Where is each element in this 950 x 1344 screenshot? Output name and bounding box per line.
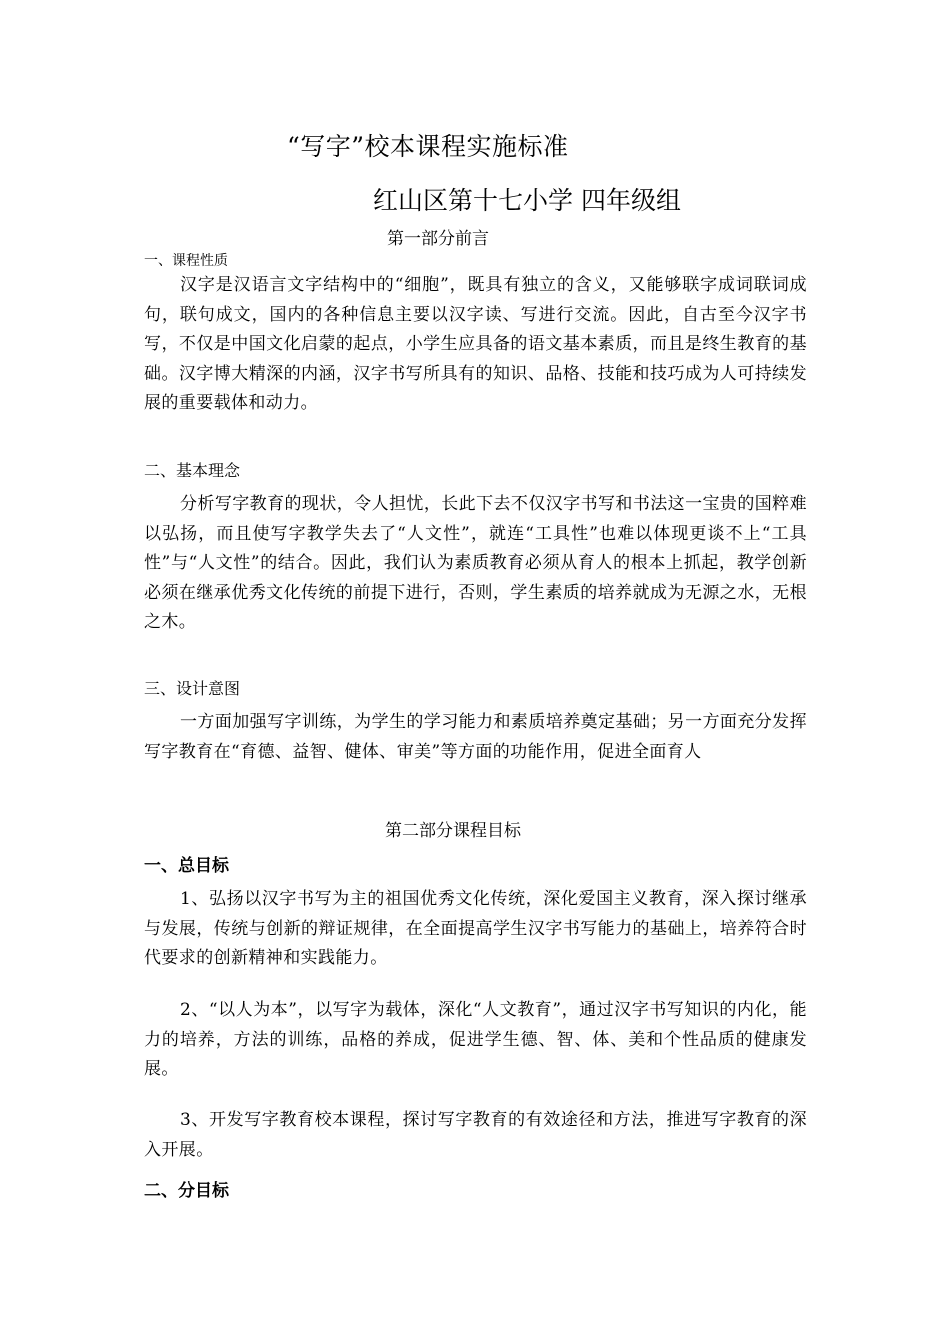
paragraph-goal-2: 2、“以人为本”，以写字为载体，深化“人文教育”，通过汉字书写知识的内化，能力的培养，方法的训练，品格的养成，促进学生德、智、体、美和个性品质的健康发展。 (144, 1000, 807, 1079)
paragraph-course-nature: 汉字是汉语言文字结构中的“细胞”，既具有独立的含义，又能够联字成词联词成句，联句成文，国内的各种信息主要以汉字读、写进行交流。因此，自古至今汉字书写，不仅是中国文化启蒙的起点，小学生应具备的语文基本素质，而且是终生教育的基础。汉字博大精深的内涵，汉字书写所具有的知识、品格、技能和技巧成为人可持续发展的重要载体和动力。 (144, 275, 807, 413)
paragraph-basic-concept: 分析写字教育的现状，令人担忧，长此下去不仅汉字书写和书法这一宝贵的国粹难以弘扬，而且使写字教学失去了“人文性”，就连“工具性”也难以体现更谈不上“工具性”与“人文性”的结合。因此，我们认为素质教育必须从育人的根本上抓起，教学创新必须在继承优秀文化传统的前提下进行，否则，学生素质的培养就成为无源之水，无根之木。 (144, 494, 807, 632)
section-heading-overall-goal: 一、总目标 (144, 856, 229, 876)
paragraph-design-intent: 一方面加强写字训练，为学生的学习能力和素质培养奠定基础；另一方面充分发挥写字教育在“育德、益智、健体、审美”等方面的功能作用，促进全面育人 (144, 712, 807, 762)
document-title: “写字”校本课程实施标准 (287, 132, 569, 161)
section-heading-sub-goals: 二、分目标 (144, 1181, 229, 1201)
section-heading-basic-concept: 二、基本理念 (144, 461, 241, 480)
part1-heading: 第一部分前言 (387, 229, 489, 249)
organization-line: 红山区第十七小学 四年级组 (373, 186, 681, 215)
paragraph-goal-1: 1、弘扬以汉字书写为主的祖国优秀文化传统，深化爱国主义教育，深入探讨继承与发展，传统与创新的辩证规律，在全面提高学生汉字书写能力的基础上，培养符合时代要求的创新精神和实践能力。 (144, 889, 807, 968)
section-heading-course-nature: 一、课程性质 (144, 253, 228, 269)
section-heading-design-intent: 三、设计意图 (144, 679, 241, 698)
part2-heading: 第二部分课程目标 (385, 821, 521, 841)
paragraph-goal-3: 3、开发写字教育校本课程，探讨写字教育的有效途径和方法，推进写字教育的深入开展。 (144, 1110, 807, 1160)
